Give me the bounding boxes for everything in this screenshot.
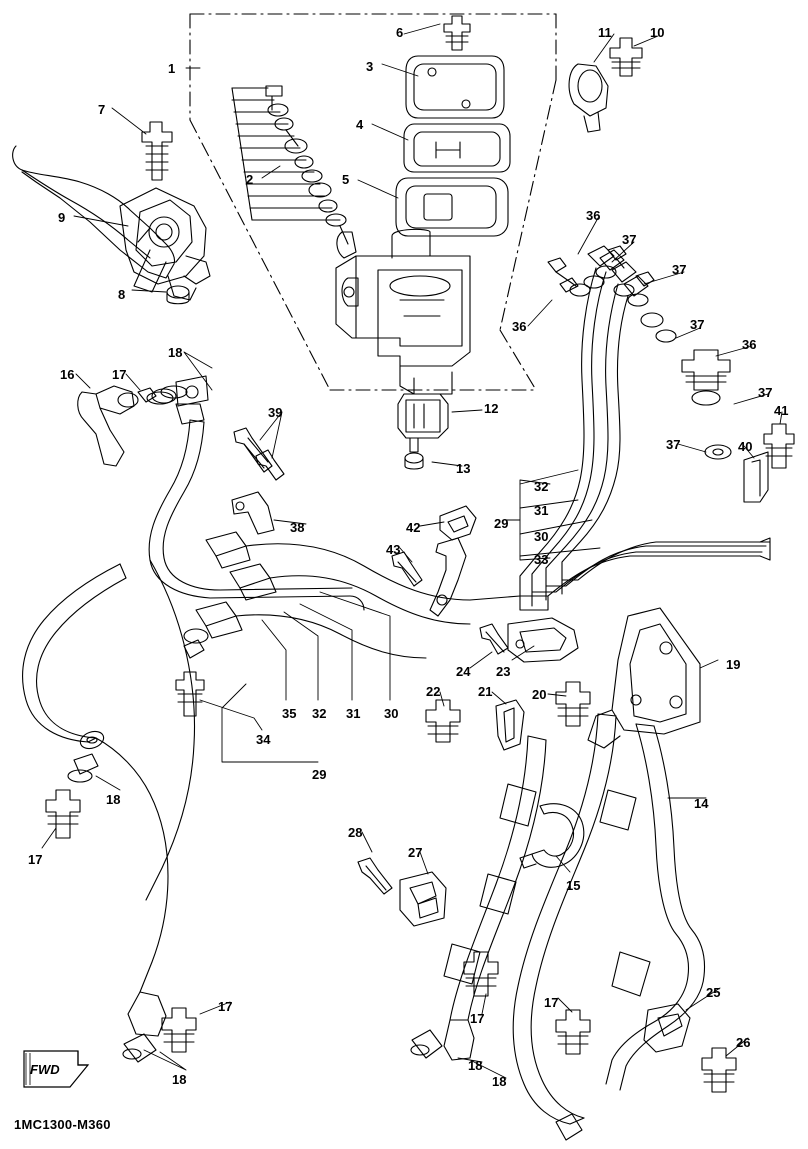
callout-number-31b: 31 bbox=[346, 706, 361, 721]
callout-number-1: 1 bbox=[168, 61, 176, 76]
callout-number-6: 6 bbox=[396, 25, 404, 40]
callout-number-22: 22 bbox=[426, 684, 441, 699]
callout-number-2: 2 bbox=[246, 172, 254, 187]
callout-number-18b: 18 bbox=[106, 792, 121, 807]
callout-number-37e: 37 bbox=[666, 437, 681, 452]
callout-number-36c: 36 bbox=[742, 337, 757, 352]
callout-number-17b: 17 bbox=[28, 852, 43, 867]
callout-number-17d: 17 bbox=[470, 1011, 485, 1026]
callout-number-32b: 32 bbox=[312, 706, 327, 721]
callout-number-17c: 17 bbox=[218, 999, 233, 1014]
callout-number-25: 25 bbox=[706, 985, 721, 1000]
callout-number-5: 5 bbox=[342, 172, 350, 187]
callout-number-11: 11 bbox=[598, 25, 612, 40]
callout-number-18c: 18 bbox=[172, 1072, 187, 1087]
callout-number-37b: 37 bbox=[672, 262, 687, 277]
callout-number-30a: 30 bbox=[534, 529, 549, 544]
callout-number-23: 23 bbox=[496, 664, 511, 679]
callout-number-33: 33 bbox=[534, 552, 549, 567]
part-code-label: 1MC1300-M360 bbox=[14, 1117, 111, 1132]
callout-number-29a: 29 bbox=[494, 516, 509, 531]
callout-number-40: 40 bbox=[738, 439, 753, 454]
callout-number-18a: 18 bbox=[168, 345, 183, 360]
callout-number-18e: 18 bbox=[492, 1074, 507, 1089]
callout-number-21: 21 bbox=[478, 684, 493, 699]
callout-number-8: 8 bbox=[118, 287, 126, 302]
callout-number-31a: 31 bbox=[534, 503, 549, 518]
callout-number-36a: 36 bbox=[586, 208, 601, 223]
callout-number-27: 27 bbox=[408, 845, 423, 860]
fwd-label-text: FWD bbox=[30, 1062, 60, 1077]
callout-number-9: 9 bbox=[58, 210, 66, 225]
callout-number-13: 13 bbox=[456, 461, 471, 476]
callout-number-30b: 30 bbox=[384, 706, 399, 721]
callout-number-16: 16 bbox=[60, 367, 75, 382]
callout-number-19: 19 bbox=[726, 657, 741, 672]
callout-number-32a: 32 bbox=[534, 479, 549, 494]
callout-number-24: 24 bbox=[456, 664, 471, 679]
callout-number-4: 4 bbox=[356, 117, 364, 132]
callout-number-36b: 36 bbox=[512, 319, 527, 334]
callout-number-35: 35 bbox=[282, 706, 297, 721]
callout-number-37a: 37 bbox=[622, 232, 637, 247]
callout-number-17e: 17 bbox=[544, 995, 559, 1010]
callout-number-7: 7 bbox=[98, 102, 106, 117]
callout-number-39: 39 bbox=[268, 405, 283, 420]
callout-number-42: 42 bbox=[406, 520, 421, 535]
callout-number-41: 41 bbox=[774, 403, 789, 418]
callout-number-18d: 18 bbox=[468, 1058, 483, 1073]
callout-number-10: 10 bbox=[650, 25, 665, 40]
callout-number-37d: 37 bbox=[758, 385, 773, 400]
callout-number-34: 34 bbox=[256, 732, 271, 747]
callout-number-43: 43 bbox=[386, 542, 401, 557]
callout-number-28: 28 bbox=[348, 825, 363, 840]
callout-number-38: 38 bbox=[290, 520, 305, 535]
callout-number-15: 15 bbox=[566, 878, 581, 893]
callout-number-14: 14 bbox=[694, 796, 709, 811]
callout-number-29b: 29 bbox=[312, 767, 327, 782]
callout-number-20: 20 bbox=[532, 687, 547, 702]
callout-number-3: 3 bbox=[366, 59, 374, 74]
callout-number-37c: 37 bbox=[690, 317, 705, 332]
callout-number-17a: 17 bbox=[112, 367, 127, 382]
callout-number-12: 12 bbox=[484, 401, 499, 416]
callout-number-26: 26 bbox=[736, 1035, 751, 1050]
